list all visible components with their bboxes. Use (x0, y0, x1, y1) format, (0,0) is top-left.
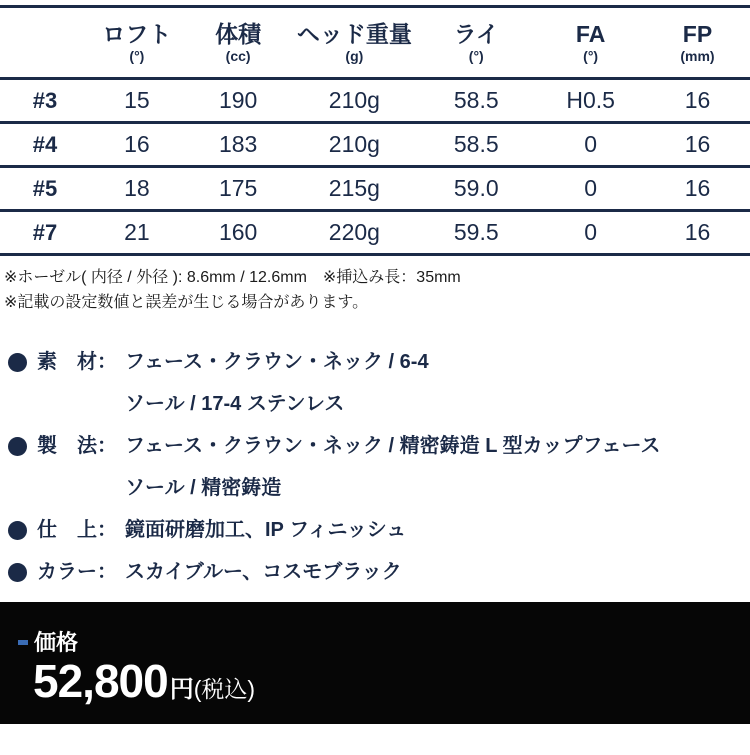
header-fp-unit: (mm) (680, 47, 715, 64)
spec-item-finish (8, 516, 750, 544)
price-line (33, 654, 255, 708)
cell-loft: 18 (124, 175, 150, 201)
table-row (0, 79, 750, 123)
spec-label-color: カラー： (37, 560, 117, 583)
price-tax-note: (税込) (193, 675, 256, 702)
cell-fp: 16 (684, 219, 711, 245)
cell-head-weight: 215g (328, 175, 380, 201)
price-currency: 円 (169, 675, 194, 703)
cell-fp: 16 (684, 131, 711, 157)
price-label: 価格 (34, 629, 79, 655)
dash-accent-icon (18, 640, 28, 645)
cell-volume: 160 (218, 219, 258, 245)
price-amount: 52,800 (33, 654, 168, 707)
cell-loft: 16 (124, 131, 150, 157)
row-label-3: #3 (32, 87, 58, 113)
header-fa-unit: (°) (583, 47, 599, 64)
club-spec-table (0, 5, 750, 256)
table-row (0, 167, 750, 211)
table-row (0, 211, 750, 255)
cell-fa: 0 (584, 131, 598, 157)
cell-fa: 0 (584, 219, 598, 245)
header-empty-cell (0, 7, 90, 79)
header-fa (536, 7, 645, 79)
bullet-dot-icon (8, 521, 27, 540)
cell-lie: 58.5 (453, 87, 499, 113)
cell-lie: 58.5 (453, 131, 499, 157)
header-volume (184, 7, 293, 79)
header-loft-label: ロフト (102, 20, 172, 47)
bullet-dot-icon (8, 563, 27, 582)
footnote-disclaimer: ※記載の設定数値と誤差が生じる場合があります。 (4, 293, 369, 311)
header-fp (645, 7, 750, 79)
spec-bullet-list (8, 348, 750, 586)
table-header-row (0, 7, 750, 79)
cell-lie: 59.0 (453, 175, 499, 201)
cell-loft: 15 (124, 87, 150, 113)
spec-label-construction: 製 法： (37, 434, 117, 457)
cell-fa: 0 (584, 175, 598, 201)
spec-value-construction (125, 432, 750, 502)
spec-item-material (8, 348, 750, 418)
cell-fa: H0.5 (566, 87, 615, 113)
cell-loft: 21 (124, 219, 150, 245)
spec-value-color (125, 558, 750, 586)
spec-value-finish (125, 516, 750, 544)
spec-value-line1: 鏡面研磨加工、IP フィニッシュ (125, 518, 407, 541)
header-head-weight (293, 7, 417, 79)
spec-value-line1: フェース・クラウン・ネック / 精密鋳造 L 型カップフェース (125, 434, 661, 457)
spec-label-material: 素 材： (37, 350, 117, 373)
price-section (0, 602, 750, 724)
spec-item-color (8, 558, 750, 586)
cell-head-weight: 210g (328, 87, 380, 113)
cell-fp: 16 (684, 175, 711, 201)
row-label-4: #4 (32, 131, 58, 157)
cell-volume: 183 (218, 131, 258, 157)
spec-value-line1: スカイブルー、コスモブラック (125, 560, 402, 583)
cell-lie: 59.5 (453, 219, 499, 245)
header-loft-unit: (°) (129, 47, 145, 64)
spec-value-line1: フェース・クラウン・ネック / 6-4 (125, 350, 429, 373)
header-fp-label: FP (682, 20, 713, 47)
header-volume-label: 体積 (215, 20, 262, 47)
spec-value-line2: ソール / 精密鋳造 (125, 476, 282, 499)
spec-item-construction (8, 432, 750, 502)
header-lie (416, 7, 536, 79)
footnotes (4, 266, 750, 316)
row-label-5: #5 (32, 175, 58, 201)
cell-head-weight: 210g (328, 131, 380, 157)
header-lie-unit: (°) (468, 47, 484, 64)
row-label-7: #7 (32, 219, 58, 245)
bullet-dot-icon (8, 437, 27, 456)
table-row (0, 123, 750, 167)
spec-label-finish: 仕 上： (37, 518, 117, 541)
cell-head-weight: 220g (328, 219, 380, 245)
cell-volume: 190 (218, 87, 258, 113)
header-volume-unit: (cc) (225, 47, 251, 64)
header-head-weight-label: ヘッド重量 (296, 20, 412, 47)
spec-value-material (125, 348, 750, 418)
bullet-dot-icon (8, 353, 27, 372)
header-fa-label: FA (575, 20, 606, 47)
header-loft (90, 7, 184, 79)
cell-volume: 175 (218, 175, 258, 201)
cell-fp: 16 (684, 87, 711, 113)
header-head-weight-unit: (g) (345, 47, 364, 64)
footnote-hosel: ※ホーゼル( 内径 / 外径 ): 8.6mm / 12.6mm ※挿込み長：35mm (4, 269, 461, 286)
spec-value-line2: ソール / 17-4 ステンレス (125, 392, 345, 415)
header-lie-label: ライ (453, 20, 499, 47)
